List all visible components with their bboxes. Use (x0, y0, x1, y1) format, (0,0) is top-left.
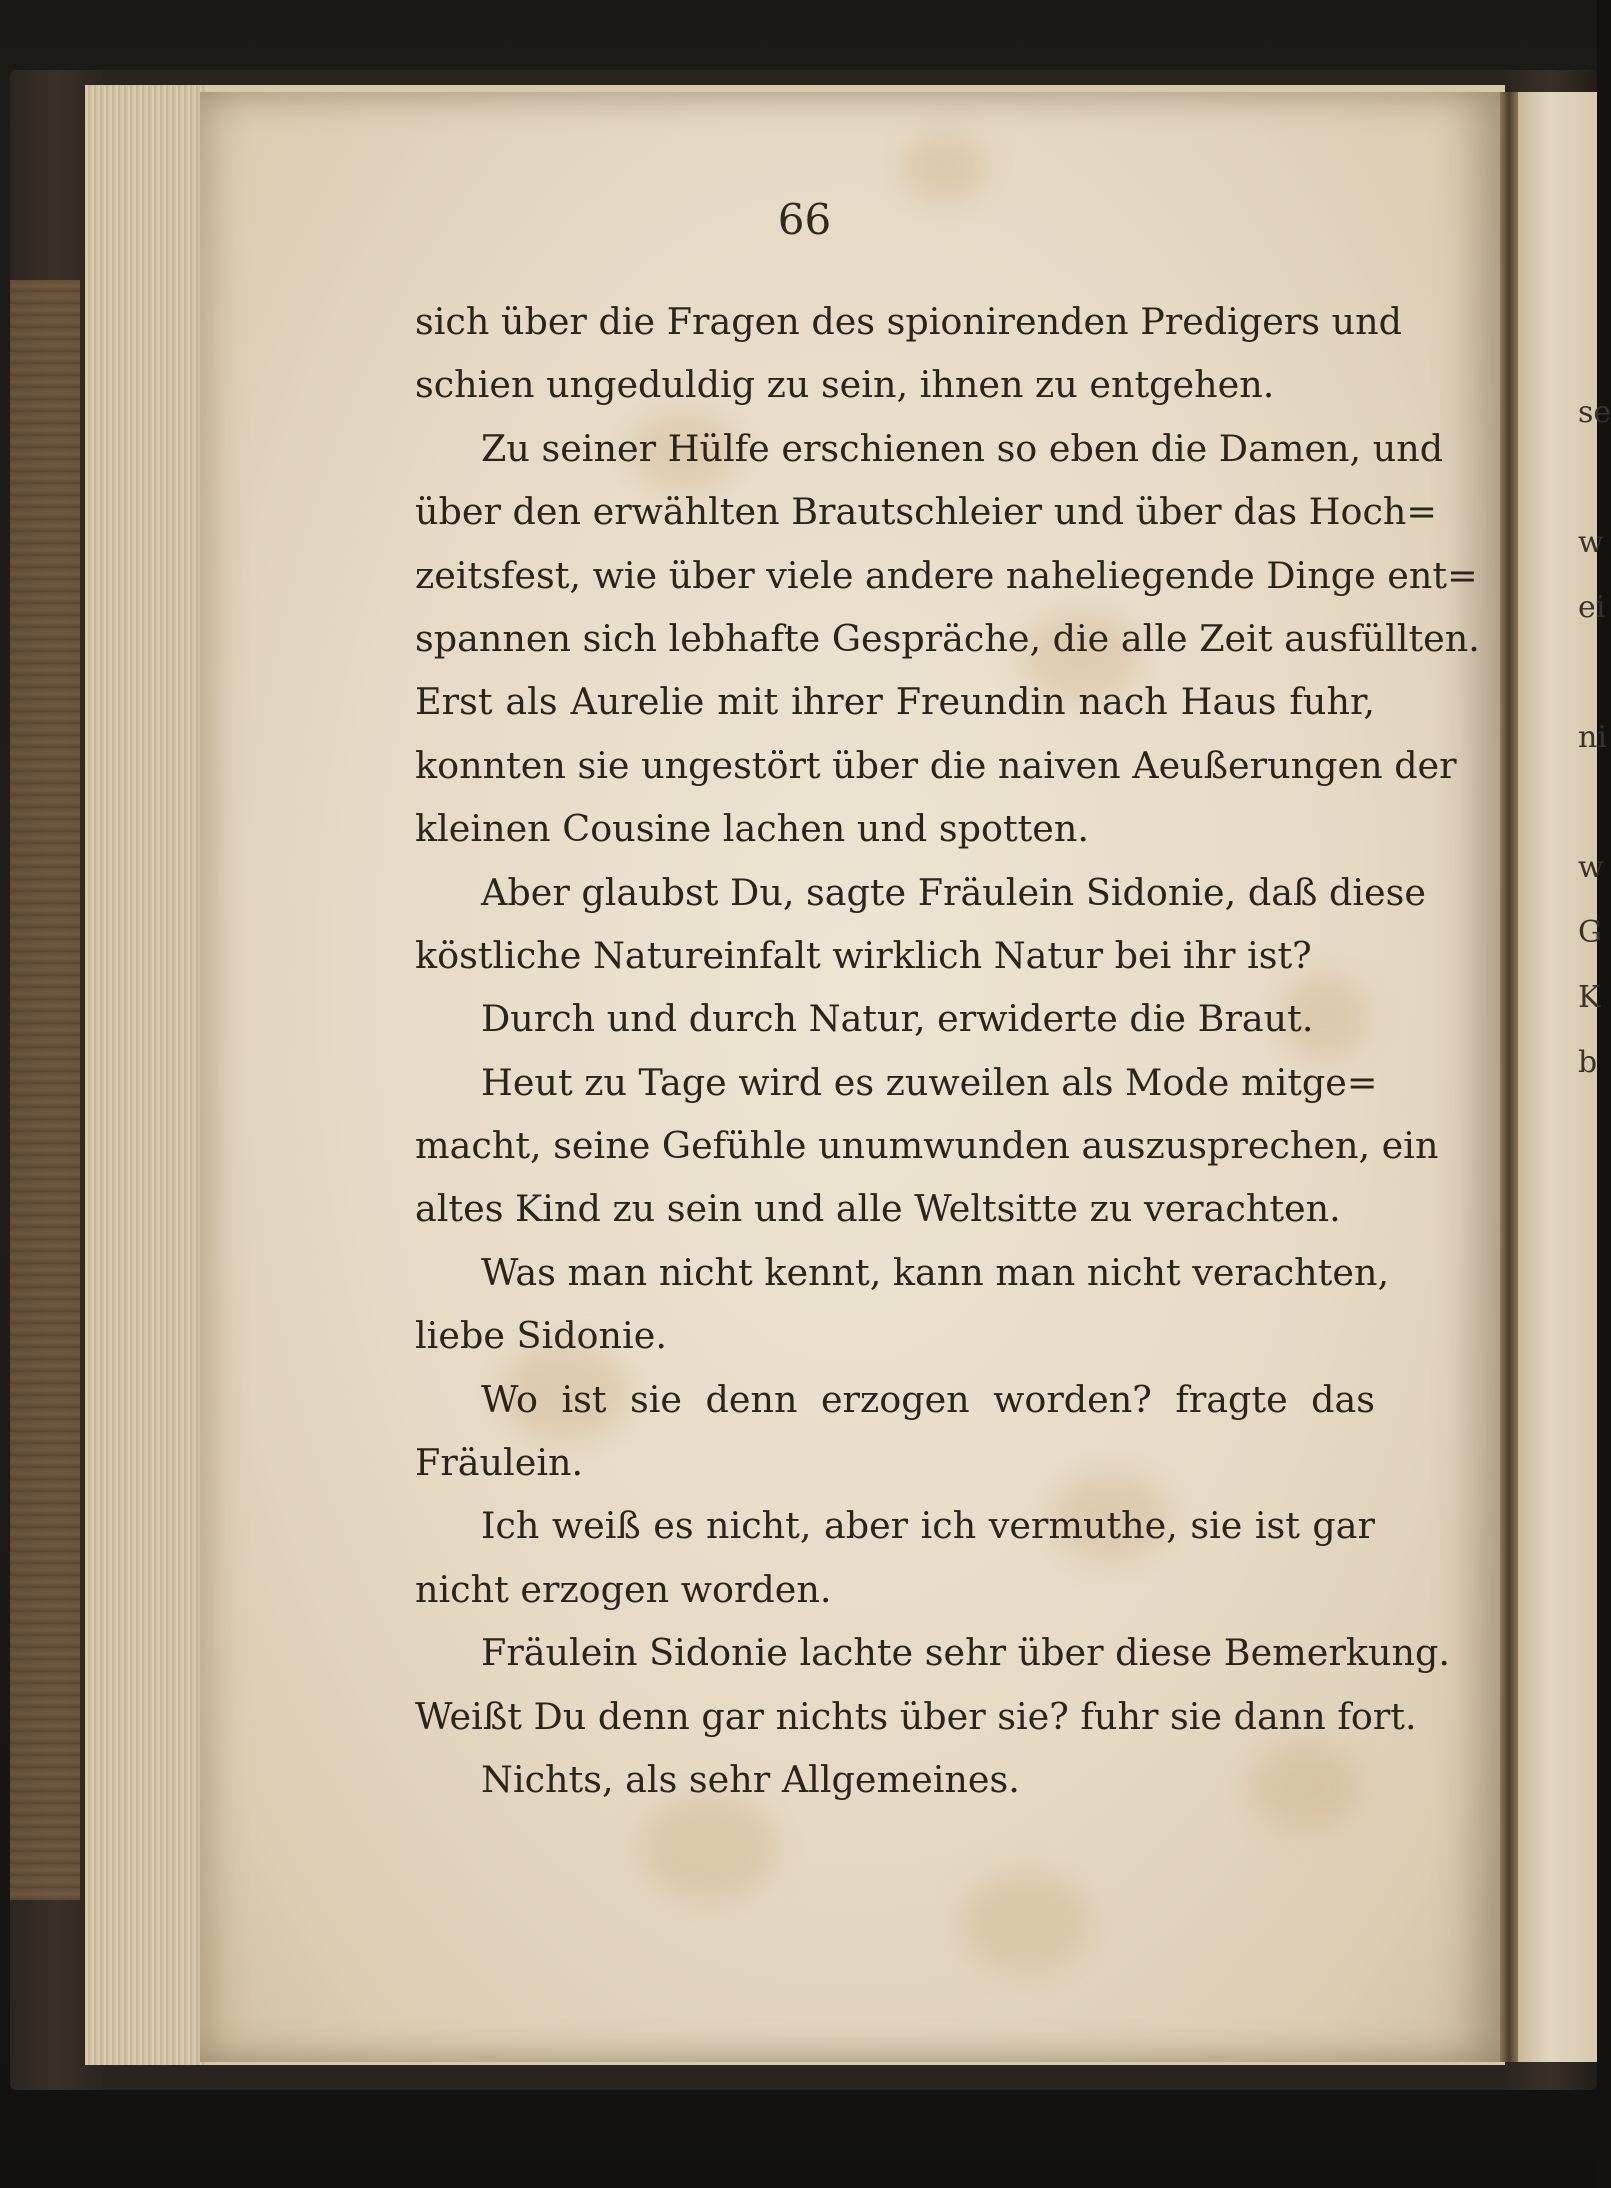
text-line: über den erwählten Brautschleier und über das Hoch= (415, 490, 1437, 534)
text-line: spannen sich lebhafte Gespräche, die alle Zeit ausfüllten. (415, 616, 1480, 660)
next-page-fragment: G (1578, 915, 1602, 950)
text-line: Zu seiner Hülfe erschienen so eben die Damen, und (481, 426, 1444, 470)
next-page-fragment: K (1578, 980, 1601, 1015)
text-line: Fräulein. (415, 1441, 584, 1485)
text-line: sich über die Fragen des spionirenden Predigers und (415, 300, 1402, 343)
next-page-fragment: w (1578, 850, 1604, 885)
text-line: Weißt Du denn gar nichts über sie? fuhr sie dann fort. (415, 1694, 1417, 1738)
text-line: Was man nicht kennt, kann man nicht verachten, (481, 1250, 1390, 1294)
text-line: Wo ist sie denn erzogen worden? fragte das (481, 1377, 1375, 1421)
next-page-fragment: b (1578, 1045, 1598, 1080)
page-body-text (415, 290, 1480, 1811)
text-line: macht, seine Gefühle unumwunden auszusprechen, ein (415, 1124, 1439, 1168)
book-gutter (1500, 92, 1518, 2062)
next-page-fragment: se (1578, 395, 1611, 430)
text-line: köstliche Natureinfalt wirklich Natur bei ihr ist? (415, 933, 1312, 977)
text-line: nicht erzogen worden. (415, 1567, 832, 1611)
next-page-fragment: w (1578, 525, 1604, 560)
text-line: kleinen Cousine lachen und spotten. (415, 807, 1090, 851)
text-line: Durch und durch Natur, erwiderte die Braut. (481, 997, 1314, 1041)
text-line: Aber glaubst Du, sagte Fräulein Sidonie, daß diese (481, 870, 1426, 914)
text-line: Nichts, als sehr Allgemeines. (481, 1757, 1020, 1801)
page-number: 66 (777, 195, 832, 244)
page-fore-edge (85, 85, 205, 2065)
text-line: Heut zu Tage wird es zuweilen als Mode mitge= (481, 1060, 1378, 1104)
text-line: konnten sie ungestört über die naiven Aeußerungen der (415, 743, 1457, 787)
cover-edge (10, 280, 80, 1900)
text-line: Ich weiß es nicht, aber ich vermuthe, sie ist gar (481, 1504, 1375, 1548)
text-line: zeitsfest, wie über viele andere naheliegende Dinge ent= (415, 553, 1478, 597)
foxing-stain (900, 132, 990, 202)
foxing-stain (960, 1872, 1090, 1972)
text-line: liebe Sidonie. (415, 1314, 667, 1358)
text-line: Fräulein Sidonie lachte sehr über diese Bemerkung. (481, 1631, 1450, 1675)
text-line: Erst als Aurelie mit ihrer Freundin nach Haus fuhr, (415, 680, 1375, 724)
text-line: schien ungeduldig zu sein, ihnen zu entgehen. (415, 363, 1275, 407)
next-page-fragment: ei (1578, 590, 1606, 625)
next-page-fragment: ni (1578, 720, 1607, 755)
text-line: altes Kind zu sein und alle Weltsitte zu verachten. (415, 1187, 1341, 1231)
